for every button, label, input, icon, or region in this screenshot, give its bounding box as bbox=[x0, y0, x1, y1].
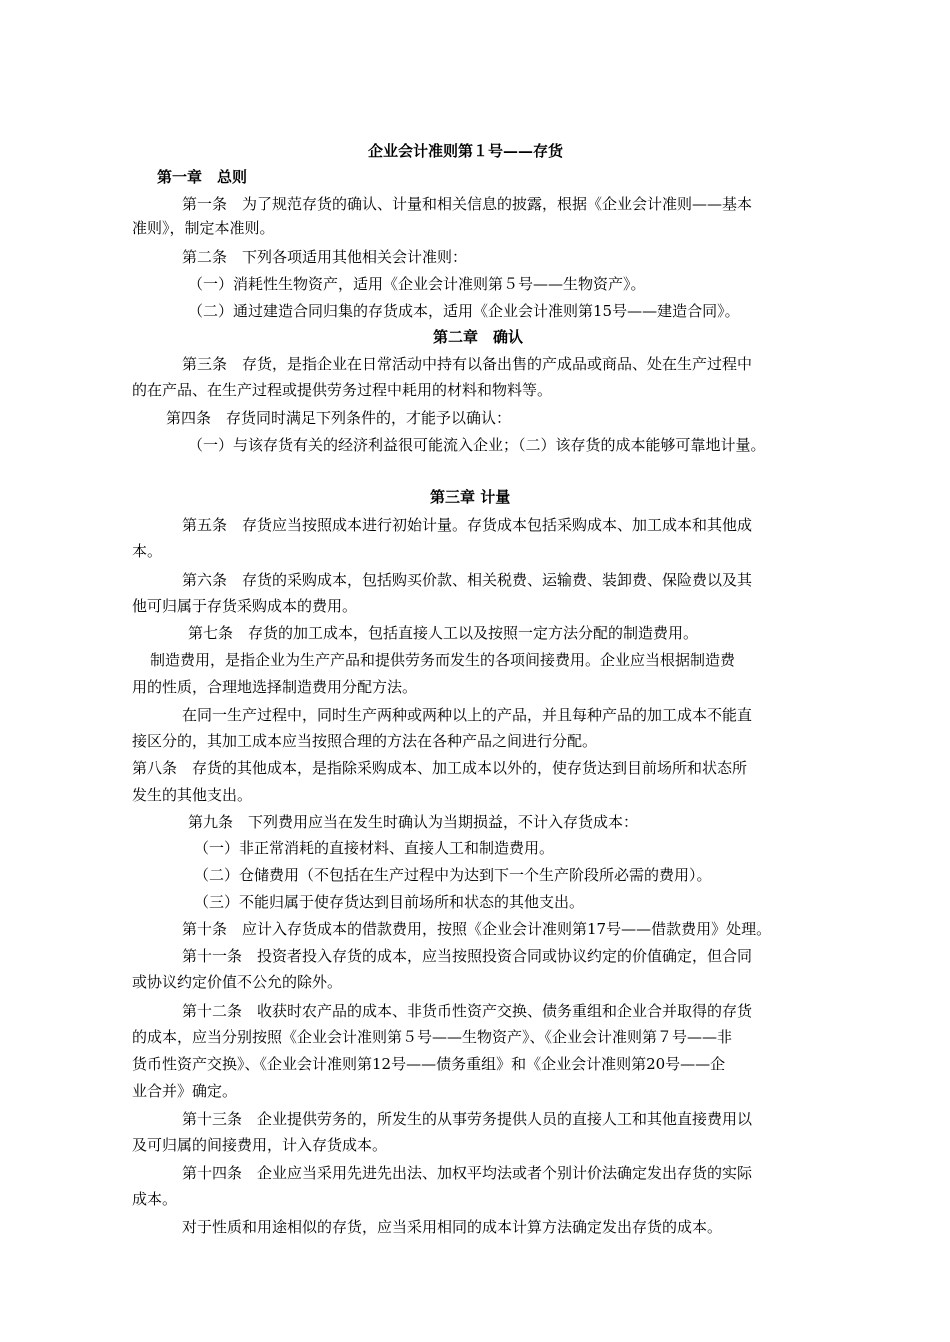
article-line: 货币性资产交换》、《企业会计准则第12号——债务重组》和《企业会计准则第20号——企 bbox=[132, 1055, 726, 1073]
article-line: 第三条 存货，是指企业在日常活动中持有以备出售的产成品或商品、处在生产过程中 bbox=[182, 355, 753, 373]
article-line: 的在产品、在生产过程或提供劳务过程中耗用的材料和物料等。 bbox=[132, 381, 553, 399]
document-title: 企业会计准则第１号——存货 bbox=[368, 142, 564, 160]
article-line: 制造费用，是指企业为生产产品和提供劳务而发生的各项间接费用。企业应当根据制造费 bbox=[150, 651, 736, 669]
article-line: 第十四条 企业应当采用先进先出法、加权平均法或者个别计价法确定发出存货的实际 bbox=[182, 1164, 753, 1182]
article-line: 本。 bbox=[132, 542, 163, 560]
chapter-heading: 第一章 总则 bbox=[157, 168, 248, 186]
chapter-heading: 第三章 计量 bbox=[430, 488, 511, 506]
list-item: （一）与该存货有关的经济利益很可能流入企业；（二）该存货的成本能够可靠地计量。 bbox=[188, 436, 766, 454]
article-line: 及可归属的间接费用，计入存货成本。 bbox=[132, 1136, 388, 1154]
article-line: 第十三条 企业提供劳务的，所发生的从事劳务提供人员的直接人工和其他直接费用以 bbox=[182, 1110, 753, 1128]
article-line: 准则》，制定本准则。 bbox=[132, 219, 275, 237]
article-line: 成本。 bbox=[132, 1190, 178, 1208]
article-line: 第九条 下列费用应当在发生时确认为当期损益，不计入存货成本： bbox=[188, 813, 639, 831]
list-item: （二）仓储费用（不包括在生产过程中为达到下一个生产阶段所必需的费用）。 bbox=[194, 866, 712, 884]
article-line: 第二条 下列各项适用其他相关会计准则： bbox=[182, 248, 468, 266]
article-line: 他可归属于存货采购成本的费用。 bbox=[132, 597, 358, 615]
list-item: （一）消耗性生物资产，适用《企业会计准则第５号——生物资产》。 bbox=[188, 275, 646, 293]
article-line: 的成本，应当分别按照《企业会计准则第５号——生物资产》、《企业会计准则第７号——非 bbox=[132, 1028, 733, 1046]
article-line: 第十一条 投资者投入存货的成本，应当按照投资合同或协议约定的价值确定，但合同 bbox=[182, 947, 753, 965]
article-line: 用的性质，合理地选择制造费用分配方法。 bbox=[132, 678, 418, 696]
article-line: 第五条 存货应当按照成本进行初始计量。存货成本包括采购成本、加工成本和其他成 bbox=[182, 516, 753, 534]
article-line: 第一条 为了规范存货的确认、计量和相关信息的披露，根据《企业会计准则——基本 bbox=[182, 195, 753, 213]
article-line: 接区分的，其加工成本应当按照合理的方法在各种产品之间进行分配。 bbox=[132, 732, 598, 750]
list-item: （一）非正常消耗的直接材料、直接人工和制造费用。 bbox=[194, 839, 555, 857]
article-line: 或协议约定价值不公允的除外。 bbox=[132, 973, 343, 991]
list-item: （二）通过建造合同归集的存货成本，适用《企业会计准则第15号——建造合同》。 bbox=[188, 302, 740, 320]
article-line: 第十条 应计入存货成本的借款费用，按照《企业会计准则第17号——借款费用》处理。 bbox=[182, 920, 772, 938]
article-line: 第四条 存货同时满足下列条件的，才能予以确认： bbox=[166, 409, 512, 427]
list-item: （三）不能归属于使存货达到目前场所和状态的其他支出。 bbox=[194, 893, 585, 911]
chapter-heading: 第二章 确认 bbox=[433, 328, 524, 346]
article-line: 第八条 存货的其他成本，是指除采购成本、加工成本以外的，使存货达到目前场所和状态所 bbox=[132, 759, 748, 777]
article-line: 在同一生产过程中，同时生产两种或两种以上的产品，并且每种产品的加工成本不能直 bbox=[182, 706, 753, 724]
article-line: 业合并》确定。 bbox=[132, 1082, 238, 1100]
article-line: 对于性质和用途相似的存货，应当采用相同的成本计算方法确定发出存货的成本。 bbox=[182, 1218, 723, 1236]
article-line: 第十二条 收获时农产品的成本、非货币性资产交换、债务重组和企业合并取得的存货 bbox=[182, 1002, 753, 1020]
article-line: 第六条 存货的采购成本，包括购买价款、相关税费、运输费、装卸费、保险费以及其 bbox=[182, 571, 753, 589]
article-line: 发生的其他支出。 bbox=[132, 786, 253, 804]
article-line: 第七条 存货的加工成本，包括直接人工以及按照一定方法分配的制造费用。 bbox=[188, 624, 699, 642]
